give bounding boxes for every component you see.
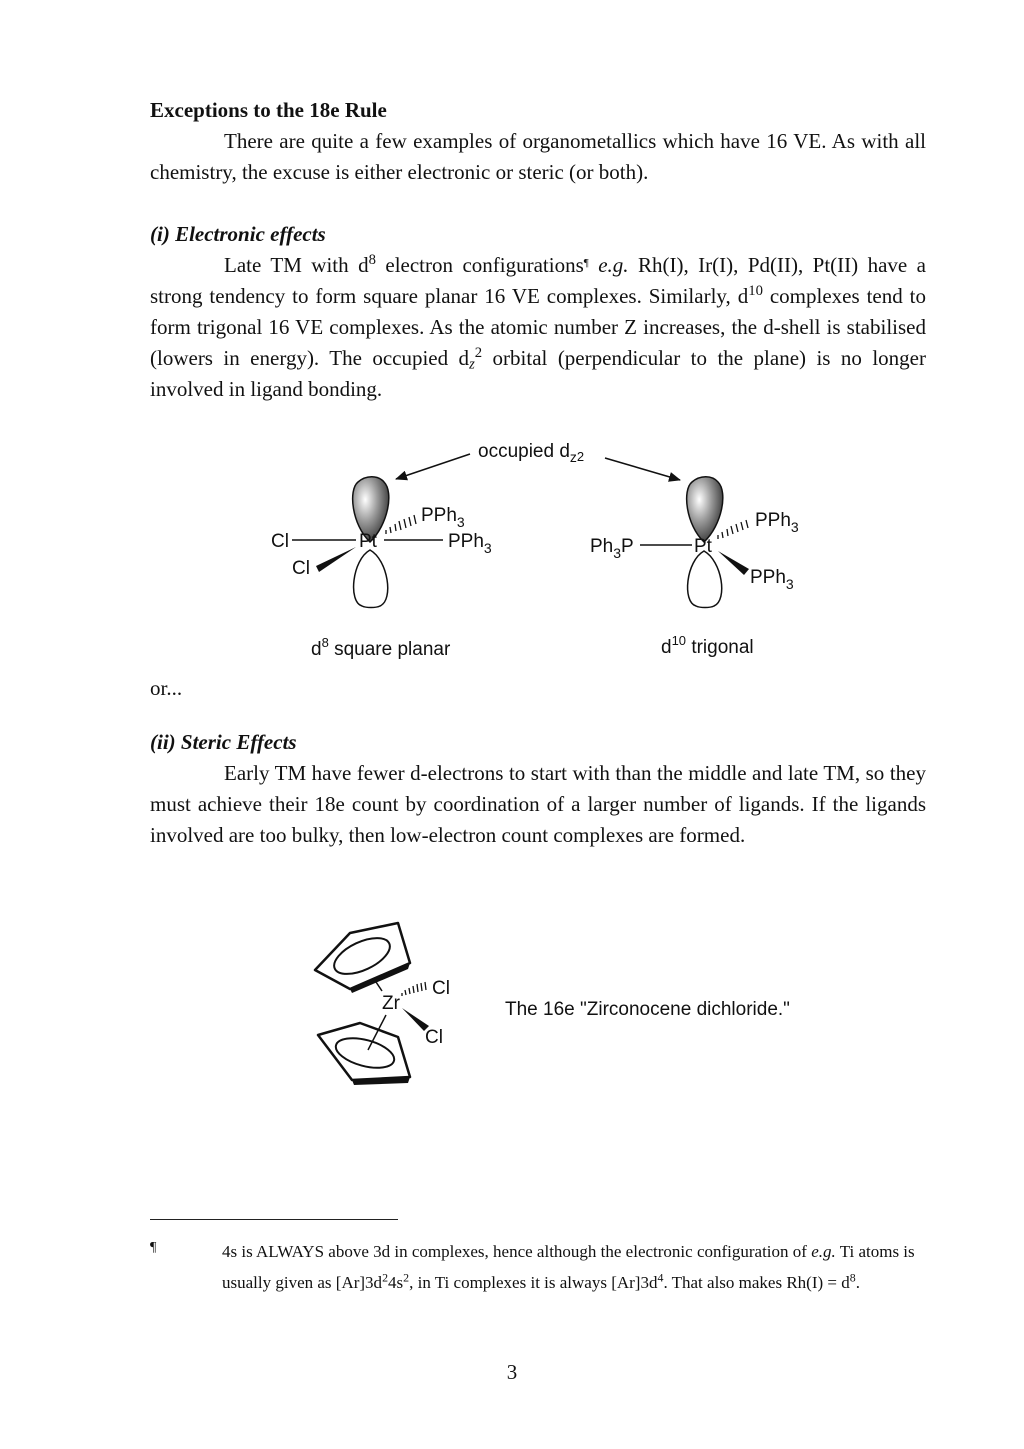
superscript: 2: [403, 1270, 410, 1285]
intro-paragraph: There are quite a few examples of organometallics which have 16 VE. As with all chemistry, the excuse is either electronic or steric (or both).: [150, 129, 926, 184]
square-planar-complex: [271, 477, 492, 608]
steric-effects-paragraph: Early TM have fewer d-electrons to start with than the middle and late TM, so they must achieve their 18e count by coordination of a larger number of ligands. If the ligands involved are too bulky, then low-electron count complexes are formed.: [150, 761, 926, 847]
empty-orbital-lobe: [354, 550, 388, 608]
metal-label: Pt: [359, 531, 377, 552]
empty-orbital-lobe: [688, 551, 722, 608]
footnote-marker: ¶: [150, 1240, 157, 1255]
text-run: Ti atoms is usually given as [Ar]3d: [222, 1242, 915, 1292]
superscript: 8: [849, 1270, 856, 1285]
filled-orbital-lobe: [687, 477, 723, 542]
subsection-title-electronic: (i) Electronic effects: [150, 222, 326, 246]
text-run: electron configurations: [375, 253, 584, 277]
text-run: Late TM with d: [224, 253, 369, 277]
text-run: 4s is ALWAYS above 3d in complexes, hence although the electronic configuration of: [222, 1242, 812, 1261]
page-number: 3: [506, 1360, 518, 1384]
text-run: e.g.: [811, 1242, 836, 1261]
superscript: 2: [382, 1270, 389, 1285]
footnote-text: [222, 1236, 942, 1298]
pph3-label: PPh$_3$: [421, 505, 465, 530]
pph3-label: PPh$_3$: [755, 510, 799, 535]
superscript: 10: [748, 282, 763, 299]
superscript: 2: [474, 344, 483, 361]
callout-label: occupied $d_z2$: [478, 441, 585, 465]
text-run: Rh(I), Ir(I), Pd(II), Pt(II) have a strong tendency to form square planar 16 VE complexes. Similarly, d: [150, 253, 926, 308]
subsection-title-steric: (ii) Steric Effects: [150, 730, 297, 754]
cl-label: Cl: [271, 531, 289, 552]
cl-label: Cl: [292, 558, 310, 579]
platinum-complexes-figure: [0, 420, 1024, 670]
zr-label: Zr: [382, 993, 400, 1014]
metal-label: Pt: [694, 536, 712, 557]
or-text: or...: [150, 676, 183, 700]
subscript: z: [469, 356, 475, 373]
cl-label: Cl: [432, 978, 450, 999]
zirconocene-caption: The 16e "Zirconocene dichloride.": [505, 999, 790, 1020]
caption-square-planar: $d^8$ square planar: [311, 635, 451, 660]
callout-arrow-left: [396, 454, 470, 479]
text-run: complexes tend to form trigonal 16 VE complexes. As the atomic number Z increases, the d-shell is stabilised (lowers in energy). The occupied d: [150, 284, 926, 370]
text-run: 4s: [388, 1273, 404, 1292]
caption-trigonal: $d^{10}$ trigonal: [661, 633, 754, 658]
section-title: Exceptions to the 18e Rule: [150, 98, 387, 122]
superscript: 8: [368, 251, 376, 268]
pph3-label: PPh$_3$: [750, 567, 794, 592]
pph3-label: PPh$_3$: [448, 531, 492, 556]
footnote-divider: [150, 1219, 398, 1220]
text-run: , in Ti complexes it is always [Ar]3d: [409, 1273, 658, 1292]
text-run: .: [855, 1273, 860, 1292]
text-run: . That also makes Rh(I) = d: [663, 1273, 850, 1292]
zirconocene-figure: [290, 905, 850, 1095]
text-run: e.g.: [598, 253, 629, 277]
footnote-marker: ¶: [583, 256, 589, 269]
trigonal-complex: [590, 477, 799, 608]
text-run: orbital (perpendicular to the plane) is no longer involved in ligand bonding.: [150, 346, 926, 401]
ph3p-label: $Ph_3P$: [590, 536, 634, 561]
electronic-effects-paragraph: [150, 250, 926, 405]
superscript: 4: [657, 1270, 664, 1285]
callout-arrow-right: [605, 458, 680, 480]
cl-label: Cl: [425, 1027, 443, 1048]
